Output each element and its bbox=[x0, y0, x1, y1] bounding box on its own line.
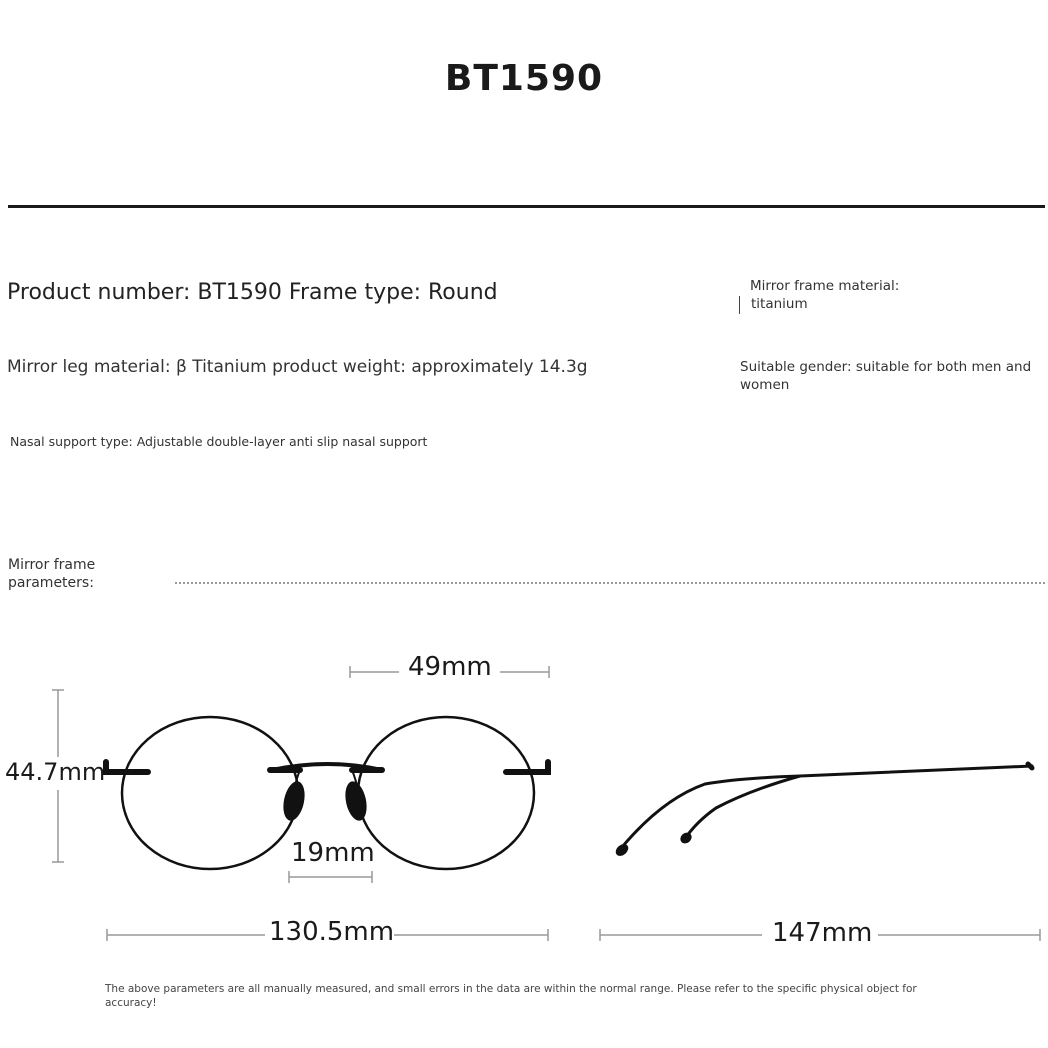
gender-line-2: women bbox=[740, 377, 790, 393]
gender-line-1: Suitable gender: suitable for both men and bbox=[740, 359, 1032, 375]
nasal-support-text: Nasal support type: Adjustable double-layer anti slip nasal support bbox=[10, 434, 428, 449]
left-lens bbox=[122, 717, 298, 869]
dimension-lines bbox=[52, 666, 1040, 941]
frame-material-value: titanium bbox=[751, 296, 808, 312]
product-number-text: Product number: BT1590 Frame type: Round bbox=[7, 280, 498, 305]
temple-tip-outer bbox=[613, 842, 630, 859]
temple-tip-inner bbox=[678, 830, 694, 845]
temple-length-label: 147mm bbox=[772, 918, 873, 948]
left-nose-pad bbox=[280, 779, 308, 822]
leg-material-text: Mirror leg material: β Titanium product weight: approximately 14.3g bbox=[7, 357, 588, 377]
bridge-width-label: 19mm bbox=[291, 838, 375, 868]
disclaimer-note: The above parameters are all manually measured, and small errors in the data are within the normal range. Please refer to the specific physical object for accuracy! bbox=[105, 983, 917, 1009]
parameters-label-line-2: parameters: bbox=[8, 575, 94, 591]
lens-width-label: 49mm bbox=[408, 652, 492, 682]
frame-material-label: Mirror frame material: bbox=[750, 278, 900, 294]
parameters-label-line-1: Mirror frame bbox=[8, 557, 96, 573]
right-nose-pad bbox=[342, 779, 370, 822]
temple-arm-outer bbox=[618, 766, 1032, 852]
glasses-side-view bbox=[618, 764, 1032, 852]
nose-pads bbox=[280, 779, 370, 822]
right-lens bbox=[358, 717, 534, 869]
frame-width-label: 130.5mm bbox=[269, 917, 395, 947]
product-title: BT1590 bbox=[444, 58, 604, 99]
lens-height-label: 44.7mm bbox=[5, 758, 106, 786]
